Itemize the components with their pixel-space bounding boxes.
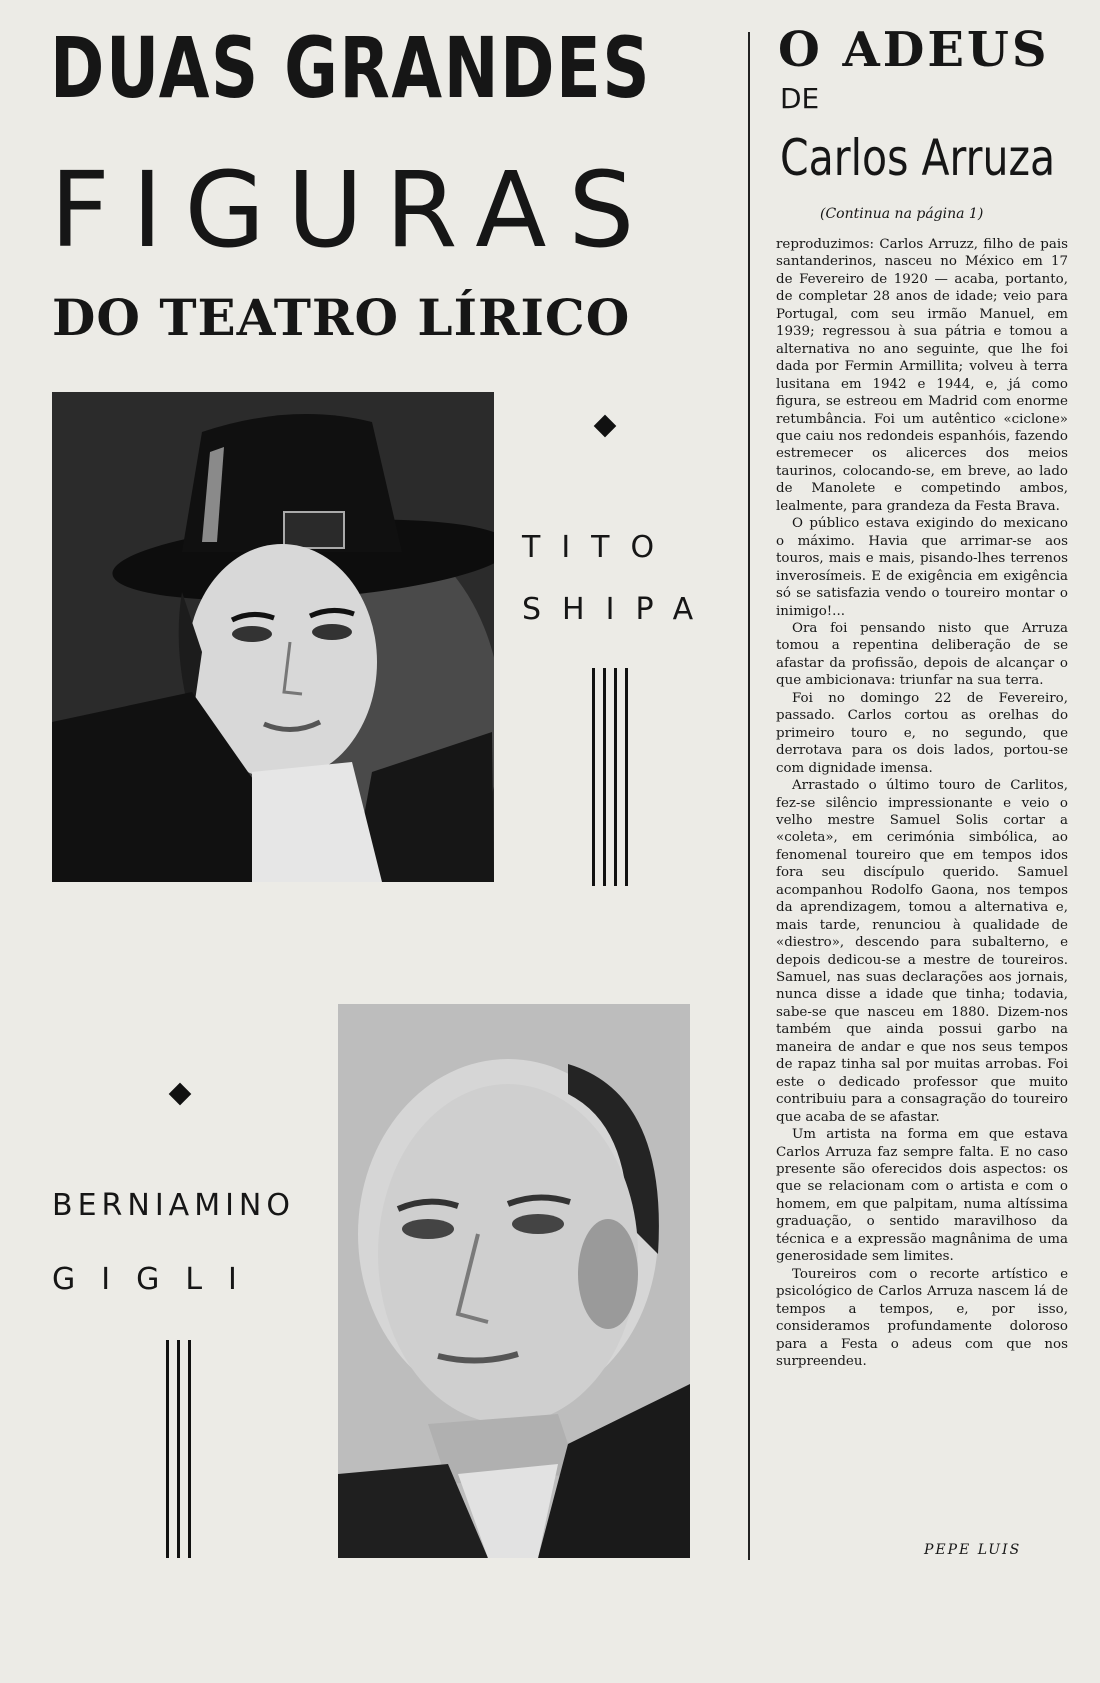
article-paragraph: Um artista na forma em que estava Carlos Arruza faz sempre falta. E no caso presente são oferecidos dois aspectos: os que se relacionam com o artista e com o homem, em que palpitam, numa altíssima graduação, o sentido maravilhoso da técnica e a expressão magnânima de uma generosidade sem limites. bbox=[776, 1127, 1068, 1265]
article-paragraph: Arrastado o último touro de Carlitos, fez-se silêncio impressionante e veio o velho mestre Samuel Solis cortar a «coleta», em cerimónia simbólica, ao fenomenal toureiro que em tempos idos fora seu discípulo querido. Samuel acompanhou Rodolfo Gaona, nos tempos da aprendizagem, tomou a alternativa e, mais tarde, renunciou à qualidade de «diestro», descendo para subalterno, e depois dedicou-se a mestre de toureiros. Samuel, nas suas declarações aos jornais, nunca disse a idade que tinha; todavia, sabe-se que nasceu em 1880. Dizem-nos também que ainda possui garbo na maneira de andar e que nos seus tempos de rapaz tinha sal por muitas arrobas. Foi este o dedicado professor que muito contribuiu para a consagração do toureiro que acaba de se afastar. bbox=[776, 778, 1068, 1125]
vertical-lines-ornament bbox=[592, 668, 628, 886]
diamond-ornament bbox=[169, 1083, 192, 1106]
berniamino-gigli-photo bbox=[338, 1004, 690, 1558]
article-paragraph: Toureiros com o recorte artístico e psicológico de Carlos Arruza nascem lá de tempos a tempos, e, por isso, consideramos profundamente doloroso para a Festa o adeus com que nos surpreendeu. bbox=[776, 1266, 1068, 1369]
article-paragraph: O público estava exigindo do mexicano o máximo. Havia que arrimar-se aos touros, mais e mais, pisando-lhes terrenos inverosímeis. E de exigência em exigência só se satisfazia vendo o toureiro montar o inimigo!... bbox=[776, 516, 1068, 619]
author-signature: PEPE LUIS bbox=[924, 1542, 1022, 1558]
article-title: O ADEUS bbox=[778, 22, 1050, 78]
vertical-lines-ornament bbox=[166, 1340, 191, 1558]
headline-line-1: DUAS GRANDES bbox=[50, 19, 652, 117]
article-paragraph: Ora foi pensando nisto que Arruza tomou a repentina deliberação de se afastar da profissão, depois de alcançar o que ambicionava: triunfar na sua terra. bbox=[776, 620, 1068, 689]
singer-1-last-name: SHIPA bbox=[522, 592, 715, 627]
column-divider bbox=[748, 32, 750, 1560]
continuation-note: (Continua na página 1) bbox=[820, 206, 984, 222]
article-subject-name: Carlos Arruza bbox=[780, 129, 1056, 187]
tito-shipa-photo bbox=[52, 392, 494, 882]
diamond-ornament bbox=[594, 415, 617, 438]
singer-1-first-name: TITO bbox=[522, 530, 676, 565]
singer-2-first-name: BERNIAMINO bbox=[52, 1188, 295, 1223]
article-paragraph: reproduzimos: Carlos Arruzz, filho de pais santanderinos, nasceu no México em 17 de Fevereiro de 1920 — acaba, portanto, de completar 28 anos de idade; veio para Portugal, com seu irmão Manuel, em 1939; regressou à sua pátria e tomou a alternativa no ano seguinte, que lhe foi dada por Fermin Armillita; volveu à terra lusitana em 1942 e 1944, e, já como figura, se estreou em Madrid com enorme retumbância. Foi um autêntico «ciclone» que caiu nos redondeis espanhóis, fazendo estremecer os alicerces dos meios taurinos, colocando-se, em breve, ao lado de Manolete e competindo ambos, lealmente, para grandeza da Festa Brava. bbox=[776, 237, 1068, 514]
headline-line-2: FIGURAS bbox=[50, 149, 657, 271]
singer-2-last-name: GIGLI bbox=[52, 1262, 263, 1297]
article-paragraph: Foi no domingo 22 de Fevereiro, passado. Carlos cortou as orelhas do primeiro touro e, no segundo, que derrotava para os dois lados, portou-se com dignidade imensa. bbox=[776, 690, 1068, 776]
headline-line-3: DO TEATRO LÍRICO bbox=[52, 288, 631, 347]
article-body bbox=[776, 236, 1068, 1370]
article-title-de: DE bbox=[780, 82, 820, 115]
